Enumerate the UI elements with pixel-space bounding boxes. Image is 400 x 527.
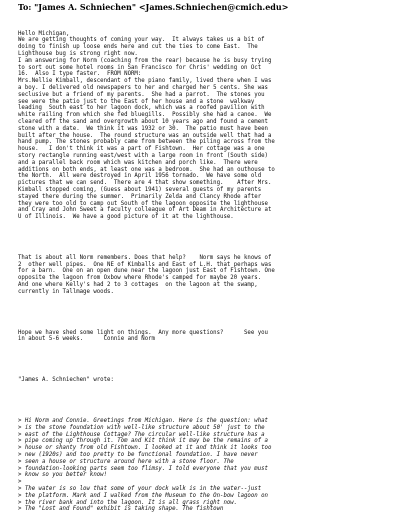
paragraph-well-pipes <box>18 255 394 296</box>
text-line: they were too old to camp out South of the lagoon opposite the lighthouse <box>18 200 268 207</box>
text-line: Kimball stopped coming, (Guess about 1941) several guests of my parents <box>18 186 262 193</box>
text-line: leading South east to her lagoon dock, which was a roofed pavilion with <box>18 105 265 112</box>
to-line: To: "James A. Schniechen" <James.Schniechen@cmich.edu> <box>18 2 289 12</box>
text-line: Hello Michigan, <box>18 30 70 37</box>
text-line: Mrs.Nellie Kimball, descendant of the piano family, lived there when I was <box>18 78 272 85</box>
text-line: additions on both ends, at least one was a bedroom. She had an outhouse to <box>18 166 275 173</box>
text-line: see were the patio just to the East of her house and a stone walkway <box>18 98 255 105</box>
text-line: > Hi Norm and Connie. Greetings from Michigan. Here is the question: what <box>18 418 268 425</box>
text-line: white railing from which she fed bluegills. Possibly she had a canoe. We <box>18 112 272 119</box>
text-line: to sort out some hotel rooms in San Francisco for Chris' wedding on Oct <box>18 64 262 71</box>
paragraph-gap <box>18 235 394 242</box>
text-line: > foundation-looking parts seem too flimsy. I told everyone that you must <box>18 465 268 472</box>
text-line: We are getting thoughts of coming your way. It always takes us a bit of <box>18 37 265 44</box>
text-line: stayed there during the summer. Primarily Zelda and Clancy Rhode after <box>18 193 262 200</box>
text-line: the North. All were destroyed in April 1956 tornado. We have some old <box>18 173 262 180</box>
text-line: > seen a house or structure around here with a stone floor. The <box>18 458 234 465</box>
text-line: a boy. I delivered old newspapers to her and charged her 5 cents. She was <box>18 84 268 91</box>
paragraph-gap <box>18 398 394 405</box>
text-line: story rectangle running east/west with a large room in front (South side) <box>18 152 268 159</box>
text-line: cleared off the sand and overgrowth about 10 years ago and found a cement <box>18 118 268 125</box>
text-line: U of Illinois. We have a good picture of it at the lighthouse. <box>18 214 234 221</box>
text-line: > is the stone foundation with well-like structure about 50' just to the <box>18 424 265 431</box>
paragraph-norm-memories <box>18 31 394 221</box>
quote-attribution: "James A. Schniechen" wrote: <box>18 377 114 384</box>
text-line: opposite the lagoon from Oxbow where Rhode's camped for maybe 20 years. <box>18 275 262 282</box>
text-line: and Cray and John Sweet a faculty colleague of Art Deam in Architecture at <box>18 207 272 214</box>
text-line: doing to finish up loose ends here and cut the ties to come East. The <box>18 44 258 51</box>
text-line: > The "Lost and Found" exhibit is taking shape. The fishtown <box>18 506 224 513</box>
paragraph-gap <box>18 357 394 364</box>
text-line: > pipe coming up through it. Tom and Kit think it may be the remains of a <box>18 438 268 445</box>
text-line: > new (1920s) and too pretty to be functional foundation. I have never <box>18 452 258 458</box>
text-line: > The water is so low that some of your dock walk is in the water--just <box>18 485 262 492</box>
text-line: house. I don't think it was a part of Fishtown. Her cottage was a one <box>18 146 265 153</box>
text-line: > know so you better know! <box>18 472 108 479</box>
email-body <box>18 17 394 527</box>
text-line: hand pump. The stones probably came from between the piling across from the <box>18 139 275 146</box>
text-line: That is about all Norm remembers. Does that help? Norm says he knows of <box>18 254 272 261</box>
text-line: stone with a date. We think it was 1932 or 30. The patio must have been <box>18 125 268 132</box>
text-line: and a parallel back room which was kitchen and porch like. There were <box>18 159 258 166</box>
text-line: 2 other well pipes. One NE of Kimballs and East of L.H. that perhaps was <box>18 261 272 268</box>
text-line: And one where Kelly's had 2 to 3 cottages on the lagoon at the swamp, <box>18 282 258 289</box>
text-line: Hope we have shed some light on things. Any more questions? See you <box>18 329 268 336</box>
text-line: 16. Also I type faster. FROM NORM: <box>18 71 142 78</box>
text-line: > <box>18 479 22 486</box>
text-line: built after the house. The round structure was an outside well that had a <box>18 132 272 139</box>
text-line: for a barn. One on an open dune near the lagoon just East of Fishtown. One <box>18 268 275 275</box>
text-line: seclusive but a friend of my parents. She had a parrot. The stones you <box>18 91 265 98</box>
text-line: I am answering for Norm (coaching from the rear) because he is busy trying <box>18 57 272 64</box>
paragraph-gap <box>18 309 394 316</box>
text-line: > the river bank and into the lagoon. It is all grass right now. <box>18 499 238 506</box>
text-line: Lighthouse bug is strong right now. <box>18 50 138 57</box>
text-line: > east of the Lighthouse Cottage? The circular well-like structure has a <box>18 431 265 438</box>
text-line: pictures that we can send. There are 4 that show something. After Mrs. <box>18 180 272 187</box>
paragraph-closing <box>18 330 394 344</box>
text-line: > the platform. Mark and I walked from the Museum to the On-bow lagoon on <box>18 492 268 499</box>
text-line: in about 5-6 weeks. Connie and Norm <box>18 336 155 343</box>
text-line: currently in Tallmage woods. <box>18 288 114 295</box>
text-line: > house or shanty from old Fishtown. I looked at it and think it looks too <box>18 445 272 452</box>
quoted-message <box>18 418 394 513</box>
